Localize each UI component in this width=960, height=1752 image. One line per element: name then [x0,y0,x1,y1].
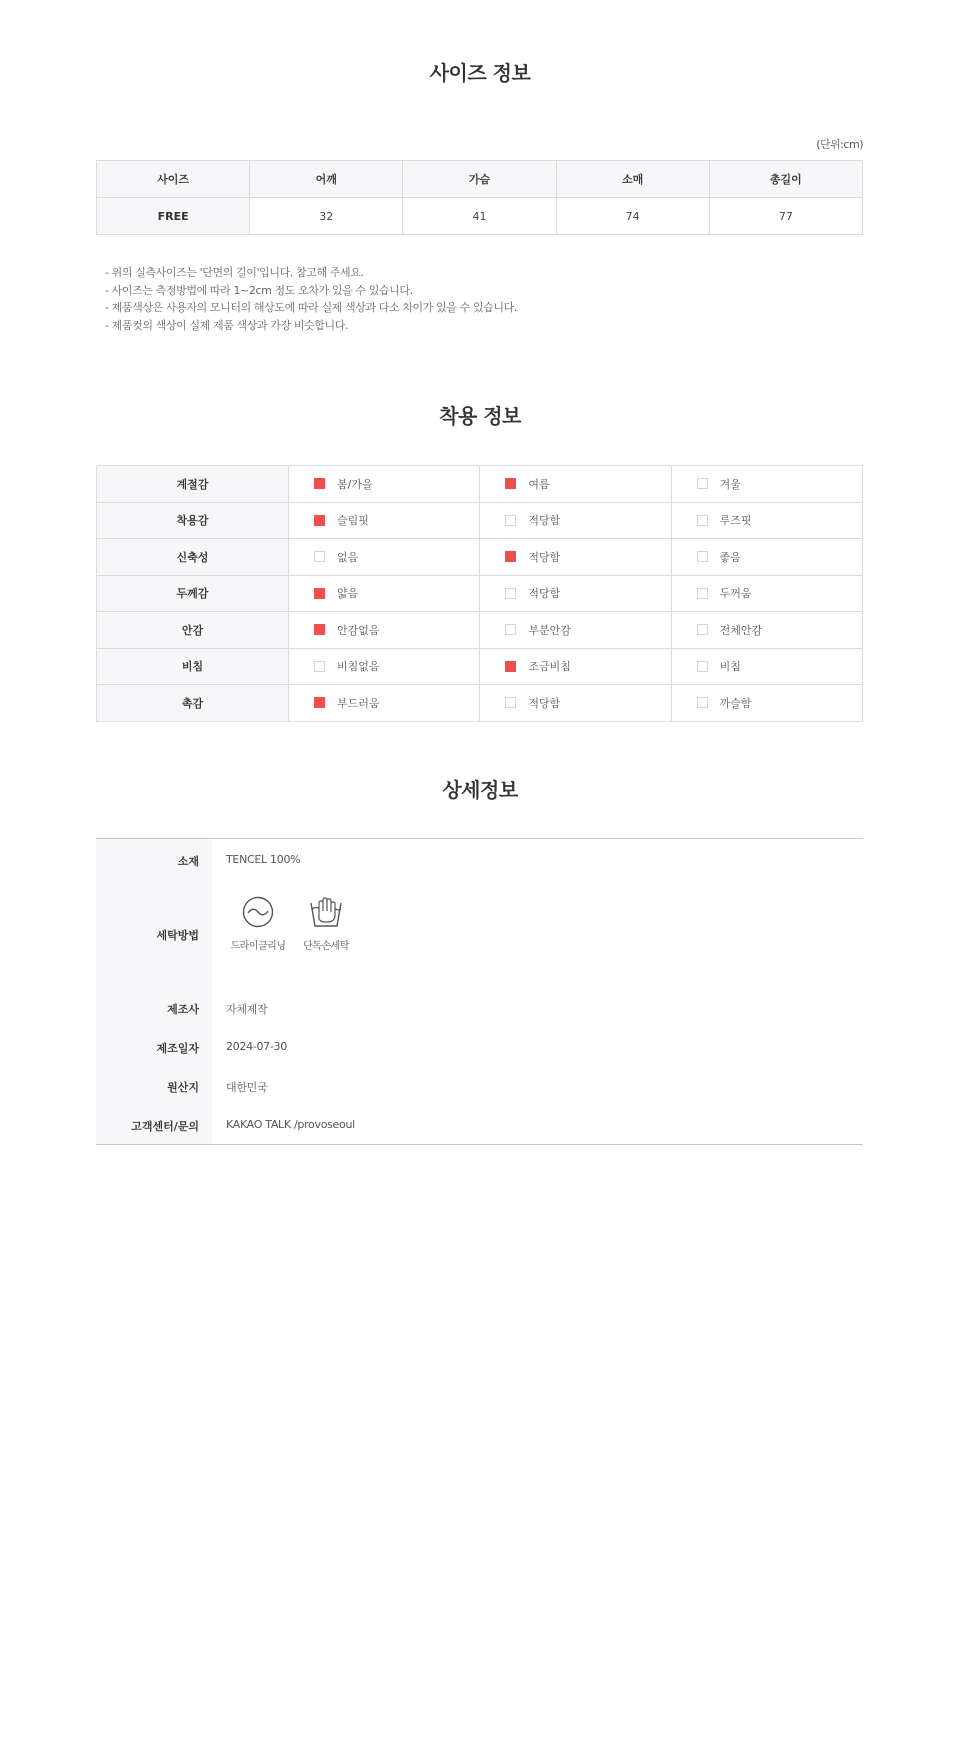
size-value-length: 77 [709,198,862,235]
size-note: - 제품컷의 색상이 실제 제품 색상과 가장 비슷합니다. [105,318,349,332]
unchecked-box-icon [697,515,708,526]
detail-row-origin [96,1067,863,1106]
unchecked-box-icon [697,624,708,635]
fit-option-label: 안감없음 [337,623,380,637]
fit-option-label: 봄/가을 [337,477,373,491]
table-row [97,575,863,612]
fit-category: 착용감 [97,502,289,539]
fit-option [671,575,862,612]
fit-option [289,502,480,539]
maker-value: 자체제작 [226,1003,268,1016]
fit-option-label: 비침없음 [337,660,380,674]
fit-option [671,466,862,503]
size-header-sleeve: 소매 [556,161,709,198]
fit-option-label: 적당함 [528,696,561,710]
checked-box-icon [505,661,516,672]
fit-option-label: 부드러움 [337,696,380,710]
fit-table [96,465,863,722]
fit-option [480,648,671,685]
fit-option-label: 두꺼움 [719,587,752,601]
wash-label: 단독손세탁 [303,941,349,952]
fit-option [671,502,862,539]
fit-option-label: 좋음 [719,550,741,564]
fit-option-label: 겨울 [719,477,741,491]
table-row [97,612,863,649]
table-row [97,685,863,722]
origin-value: 대한민국 [226,1081,268,1094]
fit-option [480,575,671,612]
date-value: 2024-07-30 [226,1040,287,1053]
fit-option [289,685,480,722]
checked-box-icon [314,478,325,489]
size-table [96,160,863,235]
size-note: - 사이즈는 측정방법에 따라 1~2cm 정도 오차가 있을 수 있습니다. [105,283,413,297]
detail-label: 고객센터/문의 [96,1106,212,1144]
checked-box-icon [505,551,516,562]
unchecked-box-icon [697,697,708,708]
size-value-sleeve: 74 [556,198,709,235]
detail-row-maker [96,989,863,1028]
checked-box-icon [505,478,516,489]
fit-option [480,466,671,503]
table-row [97,539,863,576]
checked-box-icon [314,697,325,708]
hand-wash-icon [308,895,344,929]
detail-label: 소재 [96,839,212,877]
detail-label: 세탁방법 [96,877,212,989]
detail-info-title: 상세정보 [442,778,518,802]
fit-option [671,685,862,722]
fit-option [289,466,480,503]
size-header-size: 사이즈 [97,161,250,198]
fit-option [671,539,862,576]
checked-box-icon [314,515,325,526]
detail-row-cs [96,1106,863,1144]
detail-label: 제조일자 [96,1028,212,1067]
dry-cleaning-icon [241,895,275,929]
unchecked-box-icon [505,624,516,635]
fit-option [289,575,480,612]
unchecked-box-icon [505,697,516,708]
size-note: - 제품색상은 사용자의 모니터의 해상도에 따라 실제 색상과 다소 차이가 있을 수 있습니다. [105,301,517,314]
detail-label: 제조사 [96,989,212,1028]
table-row [97,466,863,503]
fit-category: 두께감 [97,575,289,612]
unchecked-box-icon [697,478,708,489]
fit-option-label: 적당함 [528,550,561,564]
size-info-title: 사이즈 정보 [429,61,531,85]
detail-table [96,838,863,1145]
cs-value: KAKAO TALK /provoseoul [226,1118,355,1131]
checked-box-icon [314,588,325,599]
fit-option-label: 얇음 [337,587,359,601]
detail-row-washing [96,877,863,989]
checked-box-icon [314,624,325,635]
fit-option-label: 없음 [337,550,359,564]
fit-option-label: 적당함 [528,587,561,601]
unchecked-box-icon [505,515,516,526]
fit-option-label: 여름 [528,477,550,491]
fit-option [289,539,480,576]
unchecked-box-icon [697,551,708,562]
table-row [97,198,863,235]
fit-option [289,648,480,685]
unchecked-box-icon [697,661,708,672]
table-row [97,502,863,539]
table-row [97,648,863,685]
size-table-header-row [97,161,863,198]
size-header-chest: 가슴 [403,161,556,198]
fit-option-label: 조금비침 [528,660,571,674]
fit-info-title: 착용 정보 [439,404,521,428]
fit-option [289,612,480,649]
fit-option [671,648,862,685]
fit-option-label: 비침 [719,660,741,674]
fit-category: 촉감 [97,685,289,722]
unchecked-box-icon [314,551,325,562]
size-notes [105,264,517,334]
fit-category: 신축성 [97,539,289,576]
unchecked-box-icon [314,661,325,672]
fit-option [480,685,671,722]
unchecked-box-icon [505,588,516,599]
washing-value [212,877,863,989]
wash-label: 드라이클리닝 [230,941,286,952]
size-note: - 위의 실측사이즈는 '단면의 길이'입니다. 참고해 주세요. [105,266,364,279]
fit-category: 비침 [97,648,289,685]
fit-category: 계절감 [97,466,289,503]
fit-option-label: 까슬함 [719,696,752,710]
fit-option [671,612,862,649]
fit-option-label: 슬림핏 [337,514,369,528]
unchecked-box-icon [697,588,708,599]
detail-row-date [96,1028,863,1067]
size-value-shoulder: 32 [250,198,403,235]
size-header-length: 총길이 [709,161,862,198]
detail-row-material [96,839,863,877]
fit-option-label: 전체안감 [719,623,763,637]
detail-label: 원산지 [96,1067,212,1106]
fit-option [480,539,671,576]
material-value: TENCEL 100% [226,853,301,866]
size-value-chest: 41 [403,198,556,235]
size-header-shoulder: 어깨 [250,161,403,198]
wash-item-hand [290,895,362,952]
fit-option [480,612,671,649]
fit-option-label: 루즈핏 [719,514,752,528]
fit-category: 안감 [97,612,289,649]
fit-option-label: 부분안감 [528,623,571,637]
fit-option [480,502,671,539]
wash-item-dry [222,895,294,952]
size-value-name: FREE [97,198,250,235]
unit-label: (단위:cm) [816,138,863,151]
fit-option-label: 적당함 [528,514,561,528]
